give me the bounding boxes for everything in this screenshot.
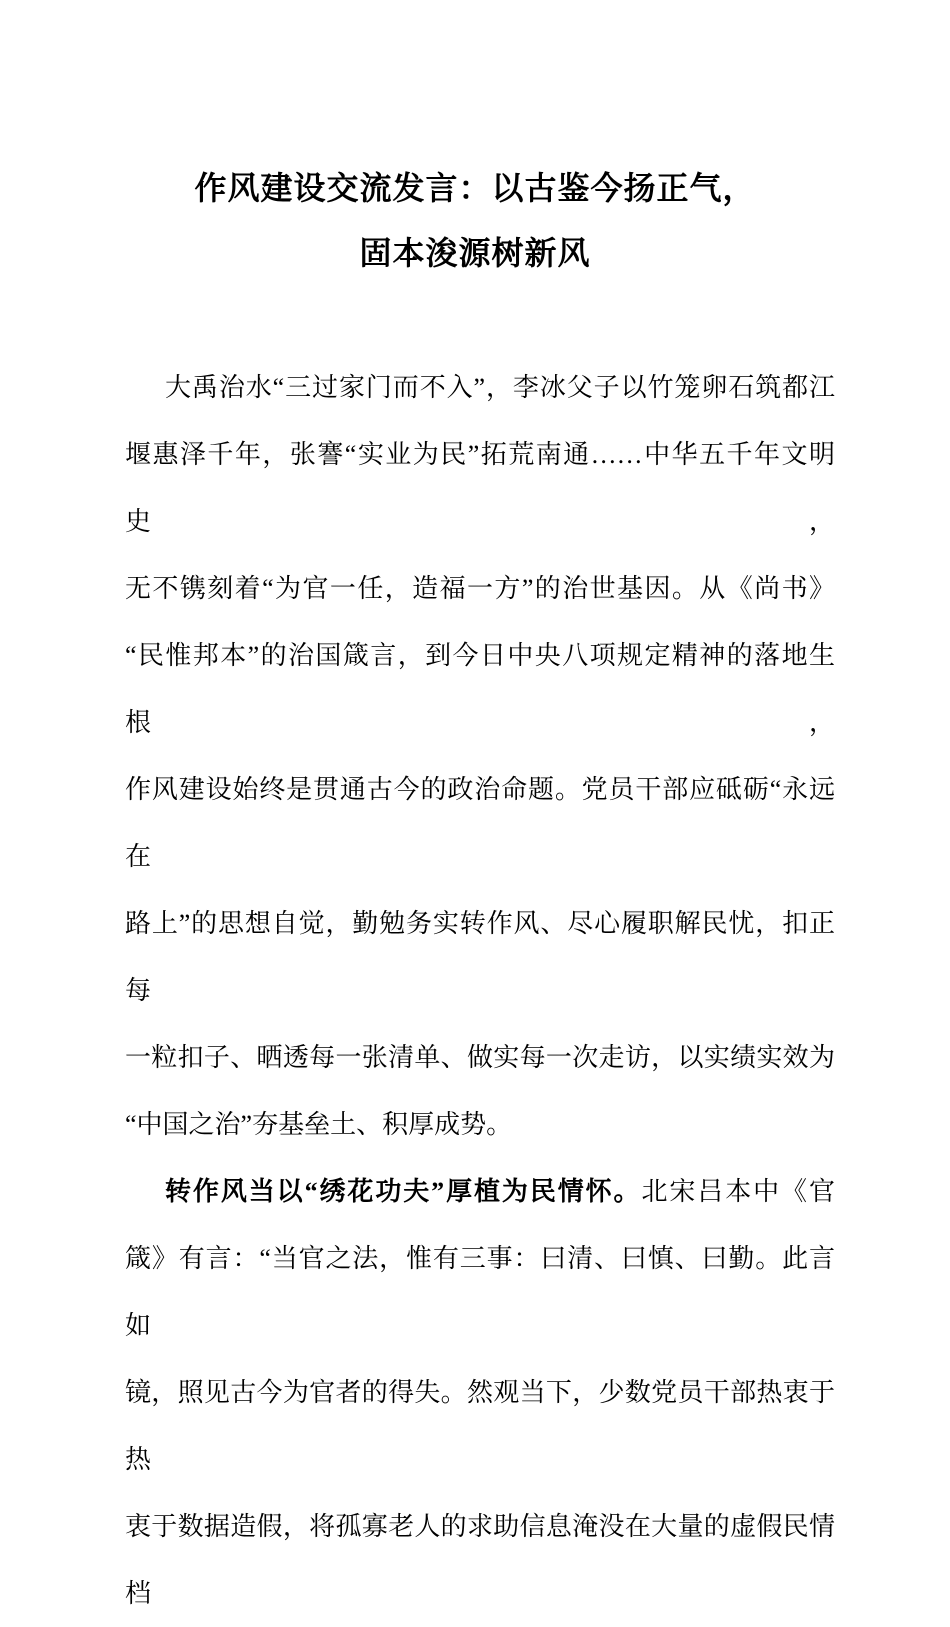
body-line — [125, 1158, 835, 1225]
body-line — [125, 1359, 835, 1493]
body-line — [125, 1225, 835, 1359]
body-text-segment: 一粒扣子、晒透每一张清单、做实每一次走访，以实绩实效为 — [125, 1043, 835, 1072]
body-line — [125, 1493, 835, 1627]
body-line — [125, 354, 835, 421]
body-text-bold-segment: 转作风当以“绣花功夫”厚植为民情怀。 — [165, 1177, 642, 1206]
body-line — [125, 890, 835, 1024]
body-text-segment: 镜，照见古今为官者的得失。然观当下，少数党员干部热衷于热 — [125, 1378, 835, 1474]
body-text-segment: 堰惠泽千年，张謇“实业为民”拓荒南通……中华五千年文明史， — [125, 440, 835, 536]
document-title-line-1: 作风建设交流发言：以古鉴今扬正气， — [194, 170, 756, 206]
body-text-segment: 衷于数据造假，将孤寡老人的求助信息淹没在大量的虚假民情档 — [125, 1512, 835, 1608]
body-text-segment: “民惟邦本”的治国箴言，到今日中央八项规定精神的落地生根， — [125, 641, 835, 737]
body-text-segment: 无不镌刻着“为官一任，造福一方”的治世基因。从《尚书》 — [125, 574, 835, 603]
body-line — [125, 421, 835, 555]
body-line — [125, 1091, 835, 1158]
body-line — [125, 555, 835, 622]
body-text-segment: 北宋吕本中《官 — [641, 1177, 835, 1206]
body-text-segment: 箴》有言：“当官之法，惟有三事：曰清、曰慎、曰勤。此言如 — [125, 1244, 835, 1340]
document-title-line-2: 固本浚源树新风 — [359, 235, 591, 271]
body-text-segment: 路上”的思想自觉，勤勉务实转作风、尽心履职解民忧，扣正每 — [125, 909, 835, 1005]
body-line — [125, 756, 835, 890]
document-title — [0, 0, 950, 286]
body-text-segment: 作风建设始终是贯通古今的政治命题。党员干部应砥砺“永远在 — [125, 775, 835, 871]
document-body — [0, 354, 950, 1627]
body-text-segment: “中国之治”夯基垒土、积厚成势。 — [125, 1110, 513, 1139]
body-line — [125, 1024, 835, 1091]
body-line — [125, 622, 835, 756]
body-text-segment: 大禹治水“三过家门而不入”，李冰父子以竹笼卵石筑都江 — [165, 373, 835, 402]
